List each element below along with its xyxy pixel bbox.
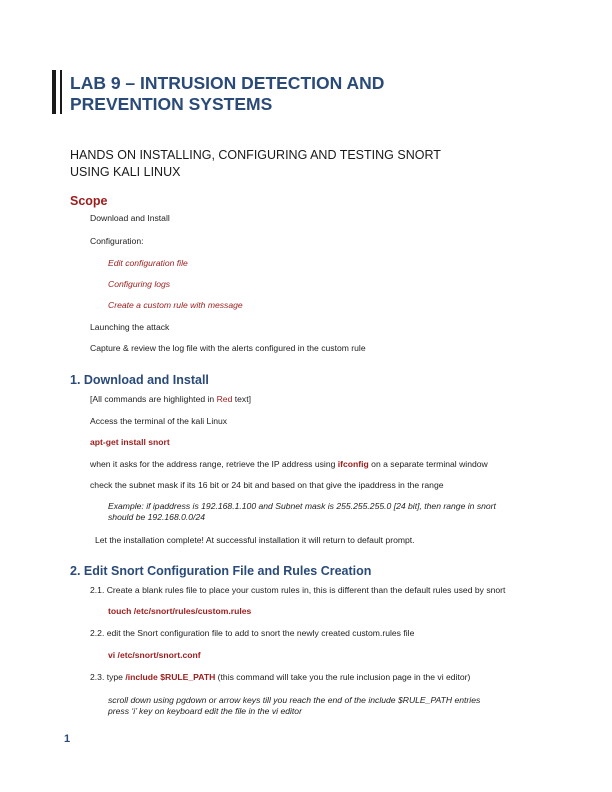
scope-launching: Launching the attack	[90, 322, 170, 332]
scope-capture: Capture & review the log file with the alerts configured in the custom rule	[90, 343, 366, 353]
section2-scroll: scroll down using pgdown or arrow keys till you reach the end of the include $RULE_PATH entries press ‘i’ key on keyboard edit the file in the vi editor	[108, 695, 481, 716]
title-accent-bar	[52, 70, 56, 114]
scope-config-item: Edit configuration file	[108, 258, 188, 268]
scope-config-item: Configuring logs	[108, 279, 171, 289]
section1-check: check the subnet mask if its 16 bit or 24 bit and based on that give the ipaddress in the range	[90, 480, 444, 490]
page-number: 1	[64, 733, 71, 745]
subtitle: HANDS ON INSTALLING, CONFIGURING AND TESTING SNORT USING KALI LINUX	[70, 148, 441, 179]
scope-configuration: Configuration:	[90, 236, 144, 246]
page-title: LAB 9 – INTRUSION DETECTION AND PREVENTION SYSTEMS	[70, 73, 385, 114]
scope-heading: Scope	[70, 194, 108, 208]
section1-ask: when it asks for the address range, retrieve the IP address using ifconfig on a separate terminal window	[90, 459, 488, 469]
section1-install-command: apt-get install snort	[90, 437, 170, 447]
section1-heading: 1. Download and Install	[70, 373, 209, 387]
section1-access: Access the terminal of the kali Linux	[90, 416, 228, 426]
section2-step1-command: touch /etc/snort/rules/custom.rules	[108, 606, 252, 616]
section2-step3: 2.3. type /include $RULE_PATH (this command will take you the rule inclusion page in the vi editor)	[90, 672, 471, 682]
title-accent-bar-thin	[60, 70, 62, 114]
section1-note: [All commands are highlighted in Red text]	[90, 394, 251, 404]
section2-step1: 2.1. Create a blank rules file to place your custom rules in, this is different than the default rules used by snort	[90, 585, 506, 595]
scope-config-item: Create a custom rule with message	[108, 300, 243, 310]
section2-heading: 2. Edit Snort Configuration File and Rules Creation	[70, 564, 372, 578]
section1-complete: Let the installation complete! At successful installation it will return to default prompt.	[95, 535, 415, 545]
section2-step2-command: vi /etc/snort/snort.conf	[108, 650, 201, 660]
section2-step2: 2.2. edit the Snort configuration file to add to snort the newly created custom.rules file	[90, 628, 415, 638]
section1-example: Example: if ipaddress is 192.168.1.100 and Subnet mask is 255.255.255.0 [24 bit], then range in snort should be 192.168.0.0/24	[108, 501, 496, 522]
scope-download: Download and Install	[90, 213, 170, 223]
